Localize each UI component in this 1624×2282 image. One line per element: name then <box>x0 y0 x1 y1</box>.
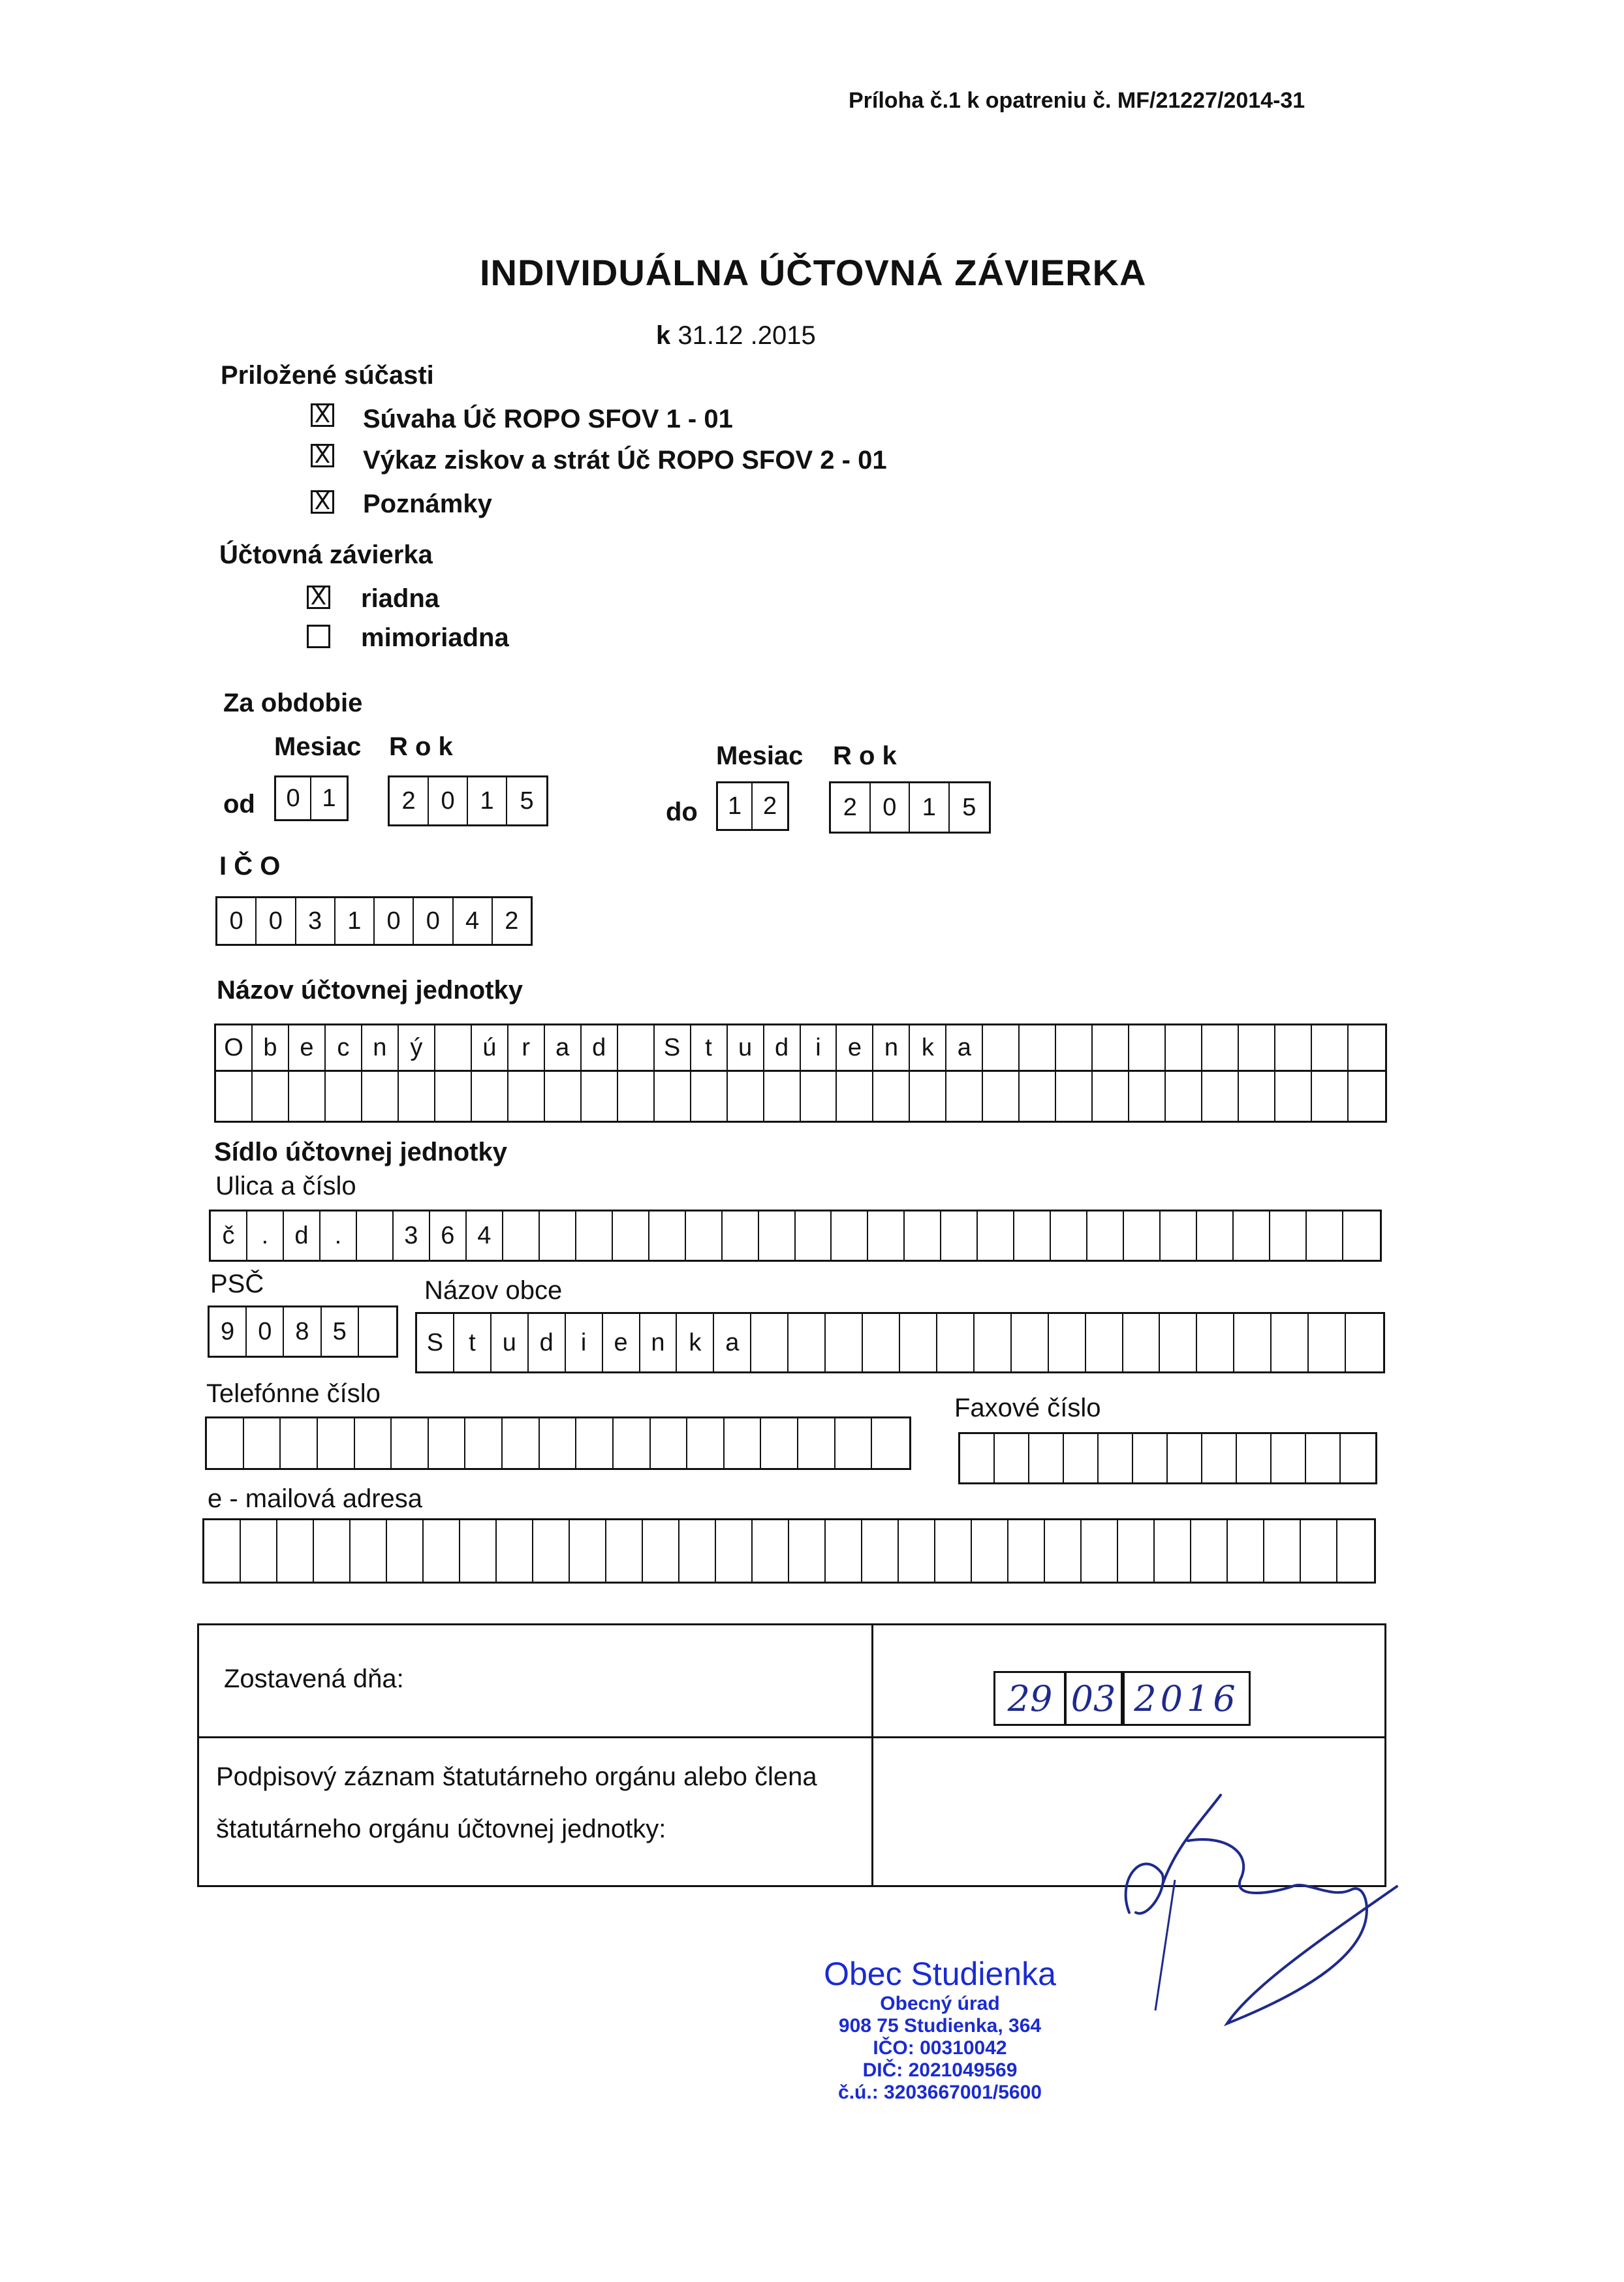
char-cell <box>1087 1211 1124 1260</box>
digit-cell: 3 <box>296 898 336 944</box>
char-cell <box>753 1520 789 1582</box>
char-cell <box>679 1520 716 1582</box>
char-cell <box>764 1072 801 1121</box>
char-cell: i <box>801 1025 837 1070</box>
char-cell <box>691 1072 728 1121</box>
digit-cell: 5 <box>962 793 976 821</box>
char-cell <box>465 1418 503 1468</box>
char-cell <box>314 1520 351 1582</box>
char-cell <box>832 1211 868 1260</box>
ico-field[interactable] <box>215 896 533 946</box>
char-cell <box>1275 1072 1312 1121</box>
from-label: od <box>223 790 255 819</box>
digit-cell: 2 <box>762 792 777 820</box>
stamp-address: 908 75 Studienka, 364 <box>838 2015 1042 2037</box>
digit-cell: 2 <box>831 783 871 832</box>
char-cell <box>1234 1314 1272 1371</box>
char-cell <box>424 1520 460 1582</box>
char-cell: n <box>362 1025 399 1070</box>
char-cell: 8 <box>284 1307 321 1356</box>
char-cell <box>576 1211 613 1260</box>
extraordinary-label: mimoriadna <box>361 623 509 652</box>
char-cell <box>899 1520 935 1582</box>
char-cell <box>244 1418 281 1468</box>
char-cell <box>723 1211 759 1260</box>
char-cell <box>362 1072 399 1121</box>
char-cell <box>789 1520 826 1582</box>
char-cell <box>1270 1211 1307 1260</box>
ico-label: I Č O <box>219 852 281 881</box>
char-cell <box>241 1520 277 1582</box>
char-cell <box>1123 1314 1161 1371</box>
stamp-name: Obec Studienka <box>824 1956 1056 1992</box>
char-cell <box>1234 1211 1270 1260</box>
email-label: e - mailová adresa <box>208 1484 423 1513</box>
char-cell <box>1012 1314 1049 1371</box>
notes-label: Poznámky <box>363 490 492 518</box>
char-cell: 3 <box>394 1211 430 1260</box>
digit-cell: 1 <box>718 783 753 829</box>
char-cell <box>1275 1025 1312 1070</box>
char-cell <box>497 1520 533 1582</box>
char-cell <box>687 1418 725 1468</box>
entity-name-row1[interactable] <box>214 1024 1387 1072</box>
char-cell <box>826 1314 863 1371</box>
char-cell <box>1349 1072 1385 1121</box>
char-cell <box>1307 1211 1343 1260</box>
char-cell <box>1129 1072 1166 1121</box>
char-cell: S <box>655 1025 691 1070</box>
char-cell: d <box>284 1211 320 1260</box>
char-cell <box>863 1314 900 1371</box>
from-month-label: Mesiac <box>274 732 362 761</box>
char-cell <box>873 1072 910 1121</box>
char-cell <box>1343 1211 1380 1260</box>
char-cell: 6 <box>430 1211 467 1260</box>
income-statement-label: Výkaz ziskov a strát Úč ROPO SFOV 2 - 01 <box>363 446 887 475</box>
char-cell <box>1049 1314 1086 1371</box>
signature-label-line2: štatutárneho orgánu účtovnej jednotky: <box>216 1815 666 1843</box>
char-cell: . <box>247 1211 284 1260</box>
char-cell <box>1099 1434 1133 1482</box>
char-cell <box>905 1211 941 1260</box>
char-cell <box>1237 1434 1272 1482</box>
digit-cell: 1 <box>468 777 507 824</box>
phone-label: Telefónne číslo <box>206 1379 381 1408</box>
signature-graphic <box>1057 1749 1423 2050</box>
char-cell <box>1312 1025 1349 1070</box>
char-cell <box>1086 1314 1123 1371</box>
char-cell <box>392 1418 429 1468</box>
digit-cell: 0 <box>276 777 311 819</box>
char-cell <box>508 1072 545 1121</box>
char-cell: b <box>253 1025 289 1070</box>
balance-sheet-label: Súvaha Úč ROPO SFOV 1 - 01 <box>363 405 733 433</box>
report-date <box>656 321 816 351</box>
char-cell <box>960 1434 995 1482</box>
char-cell <box>253 1072 289 1121</box>
from-year-field[interactable] <box>388 775 548 826</box>
char-cell: n <box>640 1314 678 1371</box>
char-cell <box>1056 1025 1093 1070</box>
stamp-account: č.ú.: 3203667001/5600 <box>838 2082 1042 2103</box>
char-cell <box>1020 1025 1056 1070</box>
char-cell <box>1045 1520 1082 1582</box>
char-cell <box>826 1520 862 1582</box>
char-cell: t <box>454 1314 492 1371</box>
char-cell <box>1133 1434 1168 1482</box>
char-cell <box>1239 1025 1275 1070</box>
char-cell <box>1272 1434 1306 1482</box>
char-cell <box>1264 1520 1301 1582</box>
street-field[interactable] <box>209 1210 1382 1262</box>
char-cell: u <box>728 1025 764 1070</box>
checkbox-regular[interactable]: X <box>307 586 330 609</box>
to-month-label: Mesiac <box>716 742 804 770</box>
char-cell: . <box>320 1211 357 1260</box>
char-cell: 9 <box>210 1307 247 1356</box>
signature-label-line1: Podpisový záznam štatutárneho orgánu alebo člena <box>216 1762 817 1791</box>
char-cell: e <box>837 1025 873 1070</box>
char-cell <box>910 1072 946 1121</box>
char-cell <box>355 1418 392 1468</box>
char-cell <box>978 1211 1014 1260</box>
stamp-office: Obecný úrad <box>880 1993 1000 2014</box>
char-cell <box>835 1418 873 1468</box>
char-cell <box>983 1025 1020 1070</box>
char-cell <box>318 1418 355 1468</box>
char-cell <box>649 1211 686 1260</box>
char-cell <box>972 1520 1008 1582</box>
char-cell: d <box>529 1314 566 1371</box>
stamp-dic: DIČ: 2021049569 <box>862 2059 1018 2081</box>
char-cell <box>503 1418 540 1468</box>
period-heading: Za obdobie <box>223 689 363 717</box>
char-cell <box>725 1418 762 1468</box>
char-cell <box>1191 1520 1228 1582</box>
char-cell <box>1312 1072 1349 1121</box>
char-cell: 4 <box>467 1211 503 1260</box>
entity-name-label: Názov účtovnej jednotky <box>217 976 523 1005</box>
char-cell <box>1051 1211 1087 1260</box>
char-cell <box>643 1520 679 1582</box>
char-cell: č <box>211 1211 247 1260</box>
char-cell <box>289 1072 326 1121</box>
char-cell <box>277 1520 314 1582</box>
char-cell <box>1341 1434 1375 1482</box>
char-cell <box>1056 1072 1093 1121</box>
phone-field[interactable] <box>205 1416 911 1470</box>
char-cell: a <box>946 1025 983 1070</box>
char-cell <box>935 1520 972 1582</box>
statement-type-heading: Účtovná závierka <box>219 540 433 569</box>
char-cell <box>207 1418 244 1468</box>
char-cell <box>801 1072 837 1121</box>
char-cell <box>1020 1072 1056 1121</box>
char-cell <box>1064 1434 1099 1482</box>
char-cell <box>1306 1434 1341 1482</box>
char-cell <box>429 1418 466 1468</box>
char-cell: d <box>764 1025 801 1070</box>
char-cell <box>281 1418 318 1468</box>
address-heading: Sídlo účtovnej jednotky <box>214 1138 507 1166</box>
fax-field[interactable] <box>958 1432 1377 1484</box>
char-cell <box>618 1072 655 1121</box>
char-cell <box>1202 1434 1237 1482</box>
attached-parts-heading: Priložené súčasti <box>221 361 434 390</box>
compiled-day-field[interactable] <box>993 1671 1067 1726</box>
char-cell <box>1197 1211 1234 1260</box>
attachment-reference: Príloha č.1 k opatreniu č. MF/21227/2014-31 <box>849 88 1305 113</box>
char-cell <box>868 1211 905 1260</box>
char-cell <box>204 1520 241 1582</box>
char-cell: n <box>873 1025 910 1070</box>
char-cell <box>1160 1314 1197 1371</box>
char-cell <box>941 1211 978 1260</box>
char-cell: c <box>326 1025 362 1070</box>
from-year-label: R o k <box>389 732 453 761</box>
page-title: INDIVIDUÁLNA ÚČTOVNÁ ZÁVIERKA <box>480 252 1147 293</box>
char-cell: ú <box>472 1025 508 1070</box>
char-cell <box>435 1025 472 1070</box>
digit-cell: 1 <box>322 784 336 812</box>
char-cell <box>837 1072 873 1121</box>
char-cell <box>1161 1211 1197 1260</box>
char-cell <box>540 1418 577 1468</box>
char-cell <box>1349 1025 1385 1070</box>
char-cell <box>1093 1072 1129 1121</box>
char-cell: u <box>492 1314 529 1371</box>
table-divider-vertical <box>871 1625 873 1885</box>
date-prefix: k <box>656 321 671 350</box>
stamp-ico: IČO: 00310042 <box>873 2037 1007 2059</box>
char-cell <box>1124 1211 1161 1260</box>
char-cell <box>1082 1520 1118 1582</box>
digit-cell: 1 <box>336 898 375 944</box>
char-cell <box>796 1211 832 1260</box>
compiled-year-field[interactable] <box>1123 1671 1251 1726</box>
char-cell <box>1129 1025 1166 1070</box>
char-cell <box>576 1418 614 1468</box>
char-cell <box>387 1520 424 1582</box>
char-cell <box>351 1520 387 1582</box>
char-cell: S <box>417 1314 454 1371</box>
char-cell: ý <box>399 1025 435 1070</box>
char-cell <box>975 1314 1012 1371</box>
to-label: do <box>666 798 698 826</box>
checkbox-notes[interactable]: X <box>311 490 334 514</box>
from-month-field[interactable] <box>274 775 349 821</box>
date-value: 31.12 .2015 <box>678 321 816 350</box>
char-cell: k <box>677 1314 714 1371</box>
char-cell <box>359 1307 396 1356</box>
checkbox-balance-sheet[interactable]: X <box>311 403 334 427</box>
char-cell <box>900 1314 937 1371</box>
checkbox-income-statement[interactable]: X <box>311 444 334 467</box>
char-cell: a <box>545 1025 582 1070</box>
handwritten-month: 03 <box>1070 1678 1116 1719</box>
digit-cell: 5 <box>520 787 534 815</box>
fax-label: Faxové číslo <box>954 1394 1101 1422</box>
digit-cell: 0 <box>871 783 911 832</box>
checkbox-extraordinary[interactable] <box>307 625 330 648</box>
char-cell: t <box>691 1025 728 1070</box>
char-cell <box>533 1520 570 1582</box>
char-cell <box>1014 1211 1051 1260</box>
char-cell <box>582 1072 618 1121</box>
char-cell <box>1346 1314 1383 1371</box>
char-cell <box>1168 1434 1202 1482</box>
char-cell <box>751 1314 789 1371</box>
digit-cell: 0 <box>375 898 414 944</box>
char-cell <box>1337 1520 1374 1582</box>
char-cell <box>1166 1025 1202 1070</box>
char-cell <box>872 1418 909 1468</box>
char-cell <box>759 1211 796 1260</box>
char-cell: e <box>289 1025 326 1070</box>
street-label: Ulica a číslo <box>215 1172 356 1200</box>
char-cell <box>1309 1314 1346 1371</box>
char-cell <box>728 1072 764 1121</box>
char-cell <box>1155 1520 1191 1582</box>
city-label: Názov obce <box>424 1276 563 1305</box>
to-year-field[interactable] <box>829 781 991 834</box>
city-field[interactable] <box>415 1312 1385 1373</box>
char-cell <box>503 1211 540 1260</box>
handwritten-year: 2016 <box>1134 1678 1240 1719</box>
digit-cell: 2 <box>505 907 519 935</box>
char-cell: O <box>216 1025 253 1070</box>
psc-label: PSČ <box>210 1270 264 1298</box>
char-cell: e <box>603 1314 640 1371</box>
char-cell: i <box>566 1314 603 1371</box>
digit-cell: 2 <box>390 777 429 824</box>
char-cell <box>995 1434 1029 1482</box>
digit-cell: 0 <box>217 898 257 944</box>
char-cell <box>460 1520 497 1582</box>
char-cell <box>946 1072 983 1121</box>
char-cell: r <box>508 1025 545 1070</box>
char-cell <box>716 1520 753 1582</box>
char-cell: 5 <box>322 1307 359 1356</box>
handwritten-day: 29 <box>1007 1678 1053 1719</box>
char-cell <box>983 1072 1020 1121</box>
char-cell <box>937 1314 975 1371</box>
char-cell <box>570 1520 606 1582</box>
char-cell: k <box>910 1025 946 1070</box>
regular-label: riadna <box>361 584 440 613</box>
char-cell <box>1202 1025 1239 1070</box>
email-field[interactable] <box>202 1518 1376 1584</box>
char-cell <box>651 1418 688 1468</box>
char-cell <box>1228 1520 1264 1582</box>
compiled-month-field[interactable] <box>1064 1671 1123 1726</box>
char-cell <box>399 1072 435 1121</box>
table-divider-horizontal <box>199 1736 1384 1738</box>
char-cell <box>606 1520 643 1582</box>
char-cell <box>435 1072 472 1121</box>
char-cell <box>686 1211 723 1260</box>
char-cell <box>540 1211 576 1260</box>
char-cell <box>618 1025 655 1070</box>
to-year-label: R o k <box>833 742 897 770</box>
char-cell <box>357 1211 394 1260</box>
char-cell <box>655 1072 691 1121</box>
char-cell <box>1272 1314 1309 1371</box>
char-cell: 0 <box>247 1307 284 1356</box>
char-cell <box>862 1520 899 1582</box>
digit-cell: 0 <box>429 777 468 824</box>
compiled-label: Zostavená dňa: <box>224 1665 404 1693</box>
char-cell: d <box>582 1025 618 1070</box>
char-cell <box>1029 1434 1064 1482</box>
char-cell <box>761 1418 798 1468</box>
char-cell <box>1166 1072 1202 1121</box>
char-cell <box>1008 1520 1045 1582</box>
char-cell <box>1239 1072 1275 1121</box>
char-cell <box>1197 1314 1234 1371</box>
char-cell <box>789 1314 826 1371</box>
char-cell <box>1301 1520 1337 1582</box>
digit-cell: 0 <box>257 898 296 944</box>
to-month-field[interactable] <box>716 781 789 831</box>
char-cell <box>614 1418 651 1468</box>
char-cell <box>1202 1072 1239 1121</box>
entity-name-row2[interactable] <box>214 1072 1387 1123</box>
char-cell <box>545 1072 582 1121</box>
digit-cell: 1 <box>910 783 950 832</box>
digit-cell: 4 <box>454 898 493 944</box>
char-cell <box>472 1072 508 1121</box>
char-cell: a <box>714 1314 751 1371</box>
char-cell <box>798 1418 835 1468</box>
psc-field[interactable] <box>208 1305 398 1358</box>
char-cell <box>326 1072 362 1121</box>
official-stamp <box>809 1955 1070 2104</box>
char-cell <box>216 1072 253 1121</box>
digit-cell: 0 <box>414 898 453 944</box>
char-cell <box>1118 1520 1155 1582</box>
char-cell <box>613 1211 649 1260</box>
char-cell <box>1093 1025 1129 1070</box>
